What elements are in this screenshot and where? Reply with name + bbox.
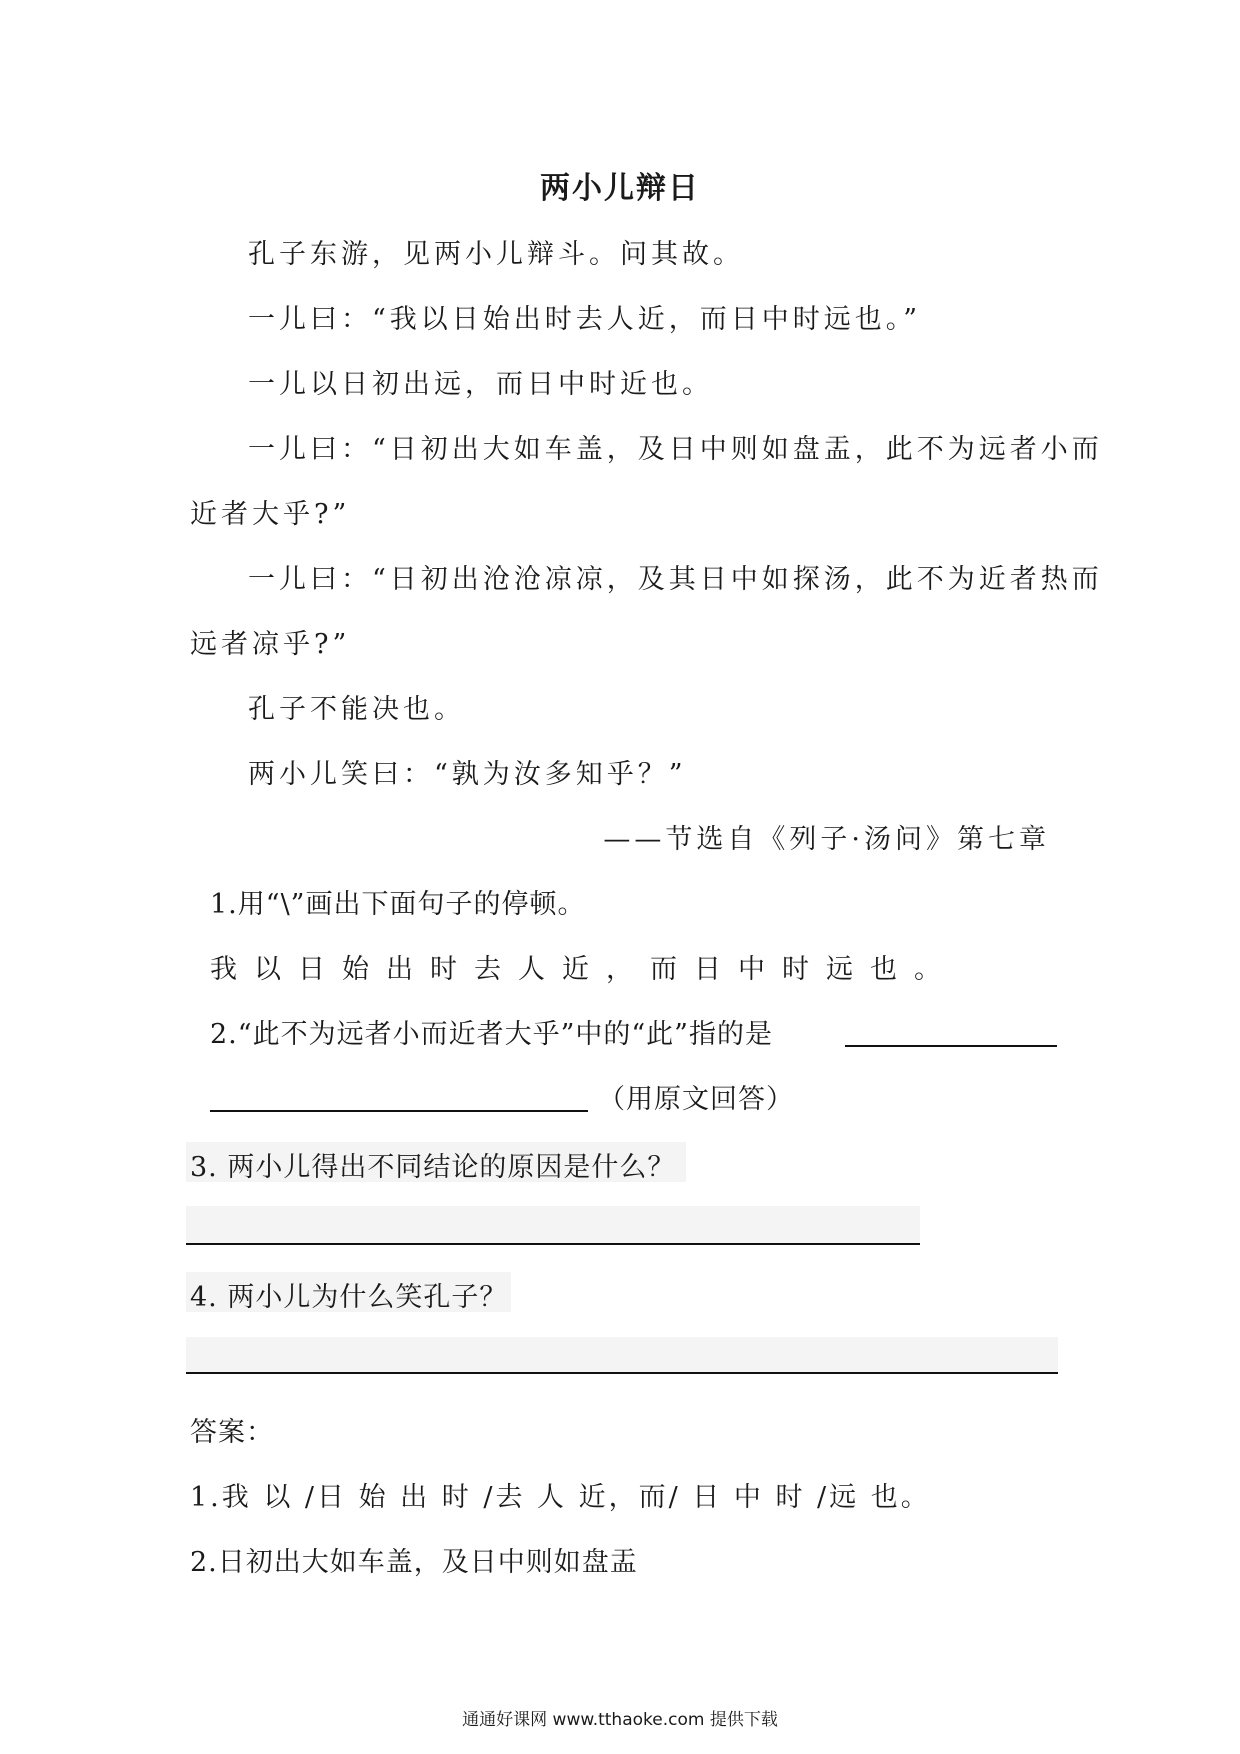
passage-line-6: 一儿曰：“日初出沧沧凉凉，及其日中如探汤，此不为近者热而 bbox=[248, 564, 1103, 595]
answer-blank-2a[interactable] bbox=[845, 1045, 1057, 1047]
answer-1: 1.我 以 /日 始 出 时 /去 人 近，而/ 日 中 时 /远 也。 bbox=[190, 1482, 931, 1513]
source-citation: ——节选自《列子·汤问》第七章 bbox=[603, 824, 1050, 855]
passage-line-1: 孔子东游，见两小儿辩斗。问其故。 bbox=[248, 239, 744, 270]
question-3: 3. 两小儿得出不同结论的原因是什么？ bbox=[190, 1152, 676, 1183]
passage-line-3: 一儿以日初出远，而日中时近也。 bbox=[248, 369, 713, 400]
answer-area-4 bbox=[186, 1337, 1058, 1373]
answer-blank-2b[interactable] bbox=[210, 1110, 588, 1112]
question-2-note: （用原文回答） bbox=[598, 1084, 794, 1115]
answer-blank-4[interactable] bbox=[186, 1372, 1058, 1374]
answers-heading: 答案： bbox=[190, 1417, 274, 1448]
passage-line-4: 一儿曰：“日初出大如车盖，及日中则如盘盂，此不为远者小而 bbox=[248, 434, 1103, 465]
answer-blank-3[interactable] bbox=[186, 1243, 920, 1245]
passage-line-5: 近者大乎?” bbox=[190, 499, 351, 530]
passage-line-9: 两小儿笑曰：“孰为汝多知乎？” bbox=[248, 759, 687, 790]
passage-line-2: 一儿曰：“我以日始出时去人近，而日中时远也。” bbox=[248, 304, 922, 335]
question-1-sentence: 我以日始出时去人近，而日中时远也。 bbox=[210, 954, 958, 985]
question-2: 2.“此不为远者小而近者大乎”中的“此”指的是 bbox=[210, 1019, 773, 1050]
passage-line-7: 远者凉乎?” bbox=[190, 629, 351, 660]
question-1: 1.用“\”画出下面句子的停顿。 bbox=[210, 889, 586, 920]
page-footer: 通通好课网 www.tthaoke.com 提供下载 bbox=[462, 1710, 778, 1730]
question-4: 4. 两小儿为什么笑孔子？ bbox=[190, 1282, 508, 1313]
passage-line-8: 孔子不能决也。 bbox=[248, 694, 465, 725]
page-title: 两小儿辩日 bbox=[540, 171, 700, 206]
answer-area-3 bbox=[186, 1206, 920, 1244]
answer-2: 2.日初出大如车盖，及日中则如盘盂 bbox=[190, 1547, 638, 1578]
